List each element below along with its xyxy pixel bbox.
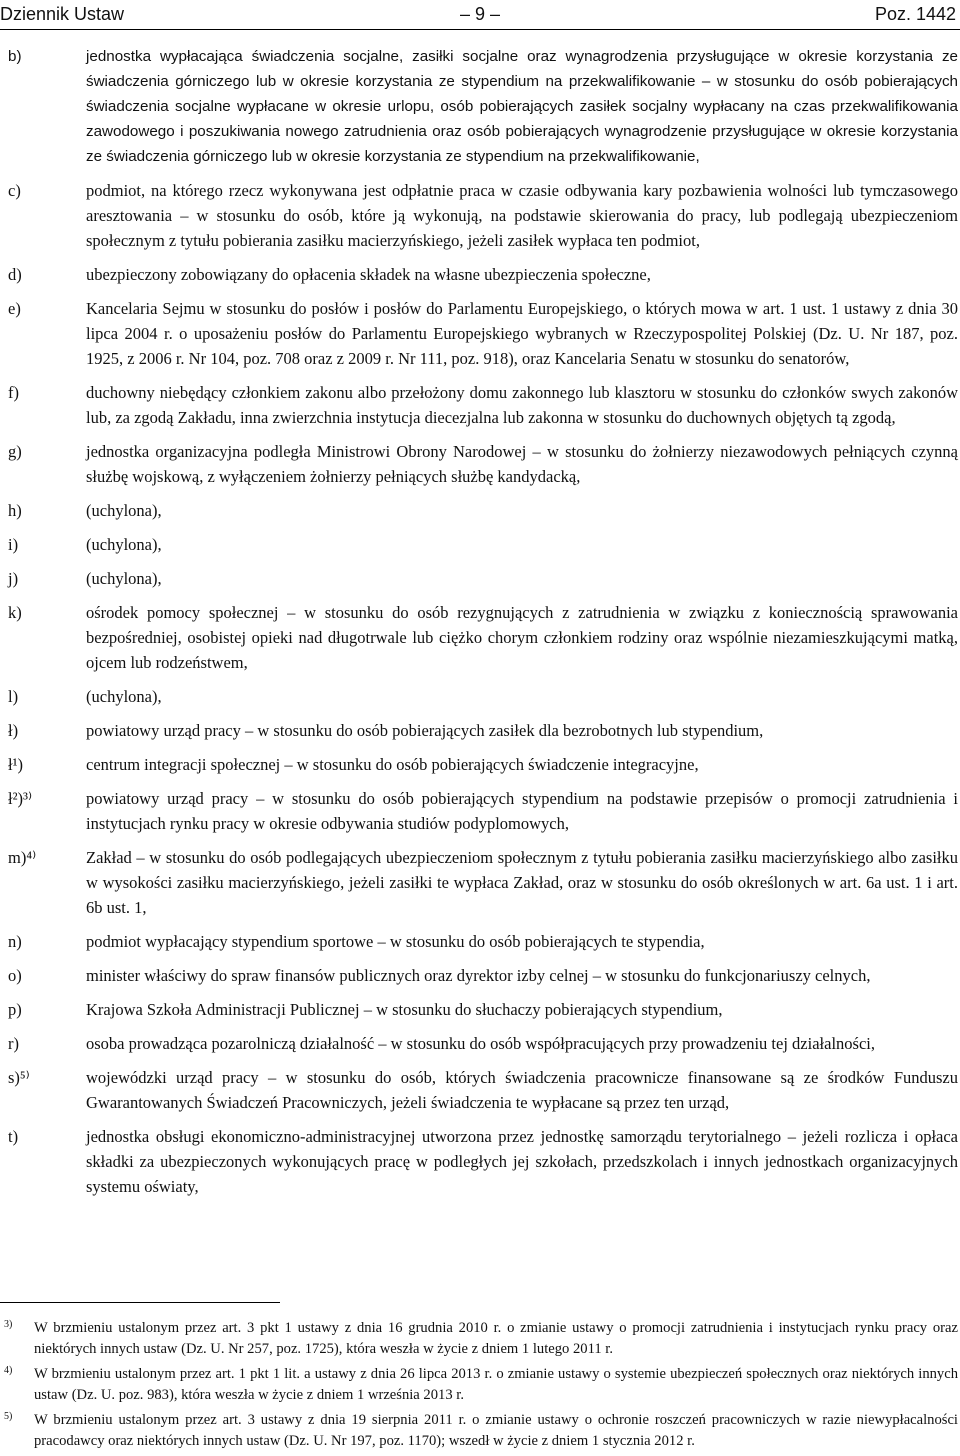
footnote-rule bbox=[0, 1302, 280, 1303]
footnote bbox=[0, 1364, 960, 1406]
list-item-l bbox=[0, 684, 960, 709]
list-item-r bbox=[0, 1031, 960, 1056]
item-mark: r) bbox=[8, 1034, 19, 1053]
list-item-p bbox=[0, 997, 960, 1022]
item-text: jednostka obsługi ekonomiczno-administracyjnej utworzona przez jednostkę samorządu terytorialnego – jeżeli rozlicza i opłaca składki za ubezpieczonych wykonujących pracę w podległych jej szkołach, przedszkolach i innych jednostkach organizacyjnych systemu oświaty, bbox=[86, 1127, 958, 1196]
item-text: podmiot, na którego rzecz wykonywana jest odpłatnie praca w czasie odbywania kary pozbawienia wolności lub tymczasowego aresztowania – w stosunku do osób, które ją wykonują, na podstawie skierowania do pracy, lub podlegają ubezpieczeniom społecznym z tytułu pobierania zasiłku macierzyńskiego, jeżeli zasiłek wypłaca ten podmiot, bbox=[86, 181, 958, 250]
item-mark: ł¹) bbox=[8, 755, 24, 774]
item-mark: j) bbox=[8, 569, 19, 588]
list-item-l-stroke bbox=[0, 718, 960, 743]
item-text: (uchylona), bbox=[86, 535, 162, 554]
list-item-i bbox=[0, 532, 960, 557]
item-mark: k) bbox=[8, 603, 22, 622]
list-item-l-stroke-2 bbox=[0, 786, 960, 836]
footnote-number: 4) bbox=[4, 1365, 13, 1376]
item-mark: e) bbox=[8, 299, 21, 318]
footnote bbox=[0, 1318, 960, 1360]
item-text: ubezpieczony zobowiązany do opłacenia składek na własne ubezpieczenia społeczne, bbox=[86, 265, 651, 284]
item-text: (uchylona), bbox=[86, 569, 162, 588]
item-mark: b) bbox=[8, 48, 22, 65]
list-item-b bbox=[0, 44, 960, 169]
list-item-d bbox=[0, 262, 960, 287]
list-item-m bbox=[0, 845, 960, 920]
item-mark: i) bbox=[8, 535, 19, 554]
item-mark: d) bbox=[8, 265, 22, 284]
item-mark: t) bbox=[8, 1127, 19, 1146]
footnotes bbox=[0, 1318, 960, 1456]
item-text: centrum integracji społecznej – w stosunku do osób pobierających świadczenie integracyjne, bbox=[86, 755, 699, 774]
item-mark: n) bbox=[8, 932, 22, 951]
list-item-f bbox=[0, 380, 960, 430]
footnote-number: 3) bbox=[4, 1319, 13, 1330]
list-item-k bbox=[0, 600, 960, 675]
journal-title: Dziennik Ustaw bbox=[0, 4, 125, 24]
item-text: jednostka organizacyjna podległa Ministrowi Obrony Narodowej – w stosunku do żołnierzy niezawodowych pełniących czynną służbę wojskową, z wyłączeniem żołnierzy pełniących służbę kandydacką, bbox=[86, 442, 958, 486]
footnote bbox=[0, 1410, 960, 1452]
list-item-n bbox=[0, 929, 960, 954]
item-mark: s)⁵⁾ bbox=[8, 1068, 30, 1087]
item-mark: c) bbox=[8, 181, 21, 200]
item-mark: p) bbox=[8, 1000, 22, 1019]
item-mark: g) bbox=[8, 442, 22, 461]
footnote-number: 5) bbox=[4, 1411, 13, 1422]
item-text: wojewódzki urząd pracy – w stosunku do osób, których świadczenia pracownicze finansowane są ze środków Funduszu Gwarantowanych Świadczeń Pracowniczych, jeżeli świadczenia te wypłacane są przez ten urząd, bbox=[86, 1068, 958, 1112]
provision-list bbox=[0, 44, 960, 1208]
item-text: minister właściwy do spraw finansów publicznych oraz dyrektor izby celnej – w stosunku do funkcjonariuszy celnych, bbox=[86, 966, 871, 985]
item-text: Zakład – w stosunku do osób podlegających ubezpieczeniom społecznym z tytułu pobierania zasiłku macierzyńskiego albo zasiłku w wysokości zasiłku macierzyńskiego, jeżeli zasiłki te wypłaca Zakład, oraz w stosunku do osób określonych w art. 6a ust. 1 i art. 6b ust. 1, bbox=[86, 848, 958, 917]
list-item-j bbox=[0, 566, 960, 591]
list-item-e bbox=[0, 296, 960, 371]
item-mark: h) bbox=[8, 501, 22, 520]
page-header bbox=[0, 2, 960, 28]
footnote-text: W brzmieniu ustalonym przez art. 1 pkt 1 lit. a ustawy z dnia 26 lipca 2013 r. o zmianie ustawy o systemie ubezpieczeń społecznych oraz niektórych innych ustaw (Dz. U. poz. 983), która weszła w życie z dniem 1 września 2013 r. bbox=[34, 1366, 958, 1403]
list-item-g bbox=[0, 439, 960, 489]
item-mark: ł) bbox=[8, 721, 19, 740]
item-text: duchowny niebędący członkiem zakonu albo przełożony domu zakonnego lub klasztoru w stosunku do członków swych zakonów lub, za zgodą Zakładu, inna zwierzchnia instytucja diecezjalna lub zakonna w stosunku do duchownych objętych tą zgodą, bbox=[86, 383, 958, 427]
item-mark: l) bbox=[8, 687, 19, 706]
item-text: jednostka wypłacająca świadczenia socjalne, zasiłki socjalne oraz wynagrodzenia przysługujące w okresie korzystania ze świadczenia górniczego lub w okresie korzystania ze stypendium na przekwalifikowanie – w stosunku do osób pobierających świadczenia socjalne wypłacane w okresie urlopu, osób pobierających zasiłek socjalny wypłacany na czas przekwalifikowania zawodowego i poszukiwania nowego zatrudnienia oraz osób pobierających wynagrodzenie przysługujące w okresie korzystania ze świadczenia górniczego lub w okresie korzystania ze stypendium na przekwalifikowanie, bbox=[86, 48, 958, 165]
item-text: powiatowy urząd pracy – w stosunku do osób pobierających zasiłek dla bezrobotnych lub stypendium, bbox=[86, 721, 764, 740]
item-text: ośrodek pomocy społecznej – w stosunku do osób rezygnujących z zatrudnienia w związku z koniecznością sprawowania bezpośredniej, osobistej opieki nad długotrwale lub ciężko chorym członkiem rodziny oraz wspólnie niezamieszkującymi matką, ojcem lub rodzeństwem, bbox=[86, 603, 958, 672]
item-mark: m)⁴⁾ bbox=[8, 848, 37, 867]
item-text: (uchylona), bbox=[86, 501, 162, 520]
list-item-c bbox=[0, 178, 960, 253]
footnote-text: W brzmieniu ustalonym przez art. 3 ustawy z dnia 19 sierpnia 2011 r. o zmianie ustawy o ochronie roszczeń pracowniczych w razie niewypłacalności pracodawcy oraz niektórych innych ustaw (Dz. U. Nr 197, poz. 1170); wszedł w życie z dniem 1 stycznia 2012 r. bbox=[34, 1412, 958, 1449]
item-text: (uchylona), bbox=[86, 687, 162, 706]
item-mark: o) bbox=[8, 966, 22, 985]
item-text: podmiot wypłacający stypendium sportowe – w stosunku do osób pobierających te stypendia, bbox=[86, 932, 705, 951]
item-text: osoba prowadząca pozarolniczą działalność – w stosunku do osób współpracujących przy prowadzeniu tej działalności, bbox=[86, 1034, 875, 1053]
item-mark: f) bbox=[8, 383, 19, 402]
item-text: Kancelaria Sejmu w stosunku do posłów i posłów do Parlamentu Europejskiego, o których mowa w art. 1 ust. 1 ustawy z dnia 30 lipca 2004 r. o uposażeniu posłów do Parlamentu Europejskiego wybranych w Rzeczypospolitej Polskiej (Dz. U. Nr 187, poz. 1925, z 2006 r. Nr 104, poz. 708 oraz z 2009 r. Nr 111, poz. 918), oraz Kancelaria Senatu w stosunku do senatorów, bbox=[86, 299, 958, 368]
list-item-l-stroke-1 bbox=[0, 752, 960, 777]
list-item-s bbox=[0, 1065, 960, 1115]
list-item-t bbox=[0, 1124, 960, 1199]
item-text: powiatowy urząd pracy – w stosunku do osób pobierających stypendium na podstawie przepisów o promocji zatrudnienia i instytucjach rynku pracy w okresie odbywania studiów podyplomowych, bbox=[86, 789, 958, 833]
position-number: Poz. 1442 bbox=[874, 4, 956, 24]
list-item-h bbox=[0, 498, 960, 523]
footnote-text: W brzmieniu ustalonym przez art. 3 pkt 1 ustawy z dnia 16 grudnia 2010 r. o zmianie ustawy o promocji zatrudnienia i instytucjach rynku pracy oraz niektórych innych ustaw (Dz. U. Nr 257, poz. 1725), która weszła w życie z dniem 1 lutego 2011 r. bbox=[34, 1320, 958, 1357]
list-item-o bbox=[0, 963, 960, 988]
header-rule bbox=[0, 29, 960, 30]
item-mark: ł²)³⁾ bbox=[8, 789, 33, 808]
page-number: – 9 – bbox=[459, 4, 501, 24]
item-text: Krajowa Szkoła Administracji Publicznej – w stosunku do słuchaczy pobierających stypendium, bbox=[86, 1000, 723, 1019]
